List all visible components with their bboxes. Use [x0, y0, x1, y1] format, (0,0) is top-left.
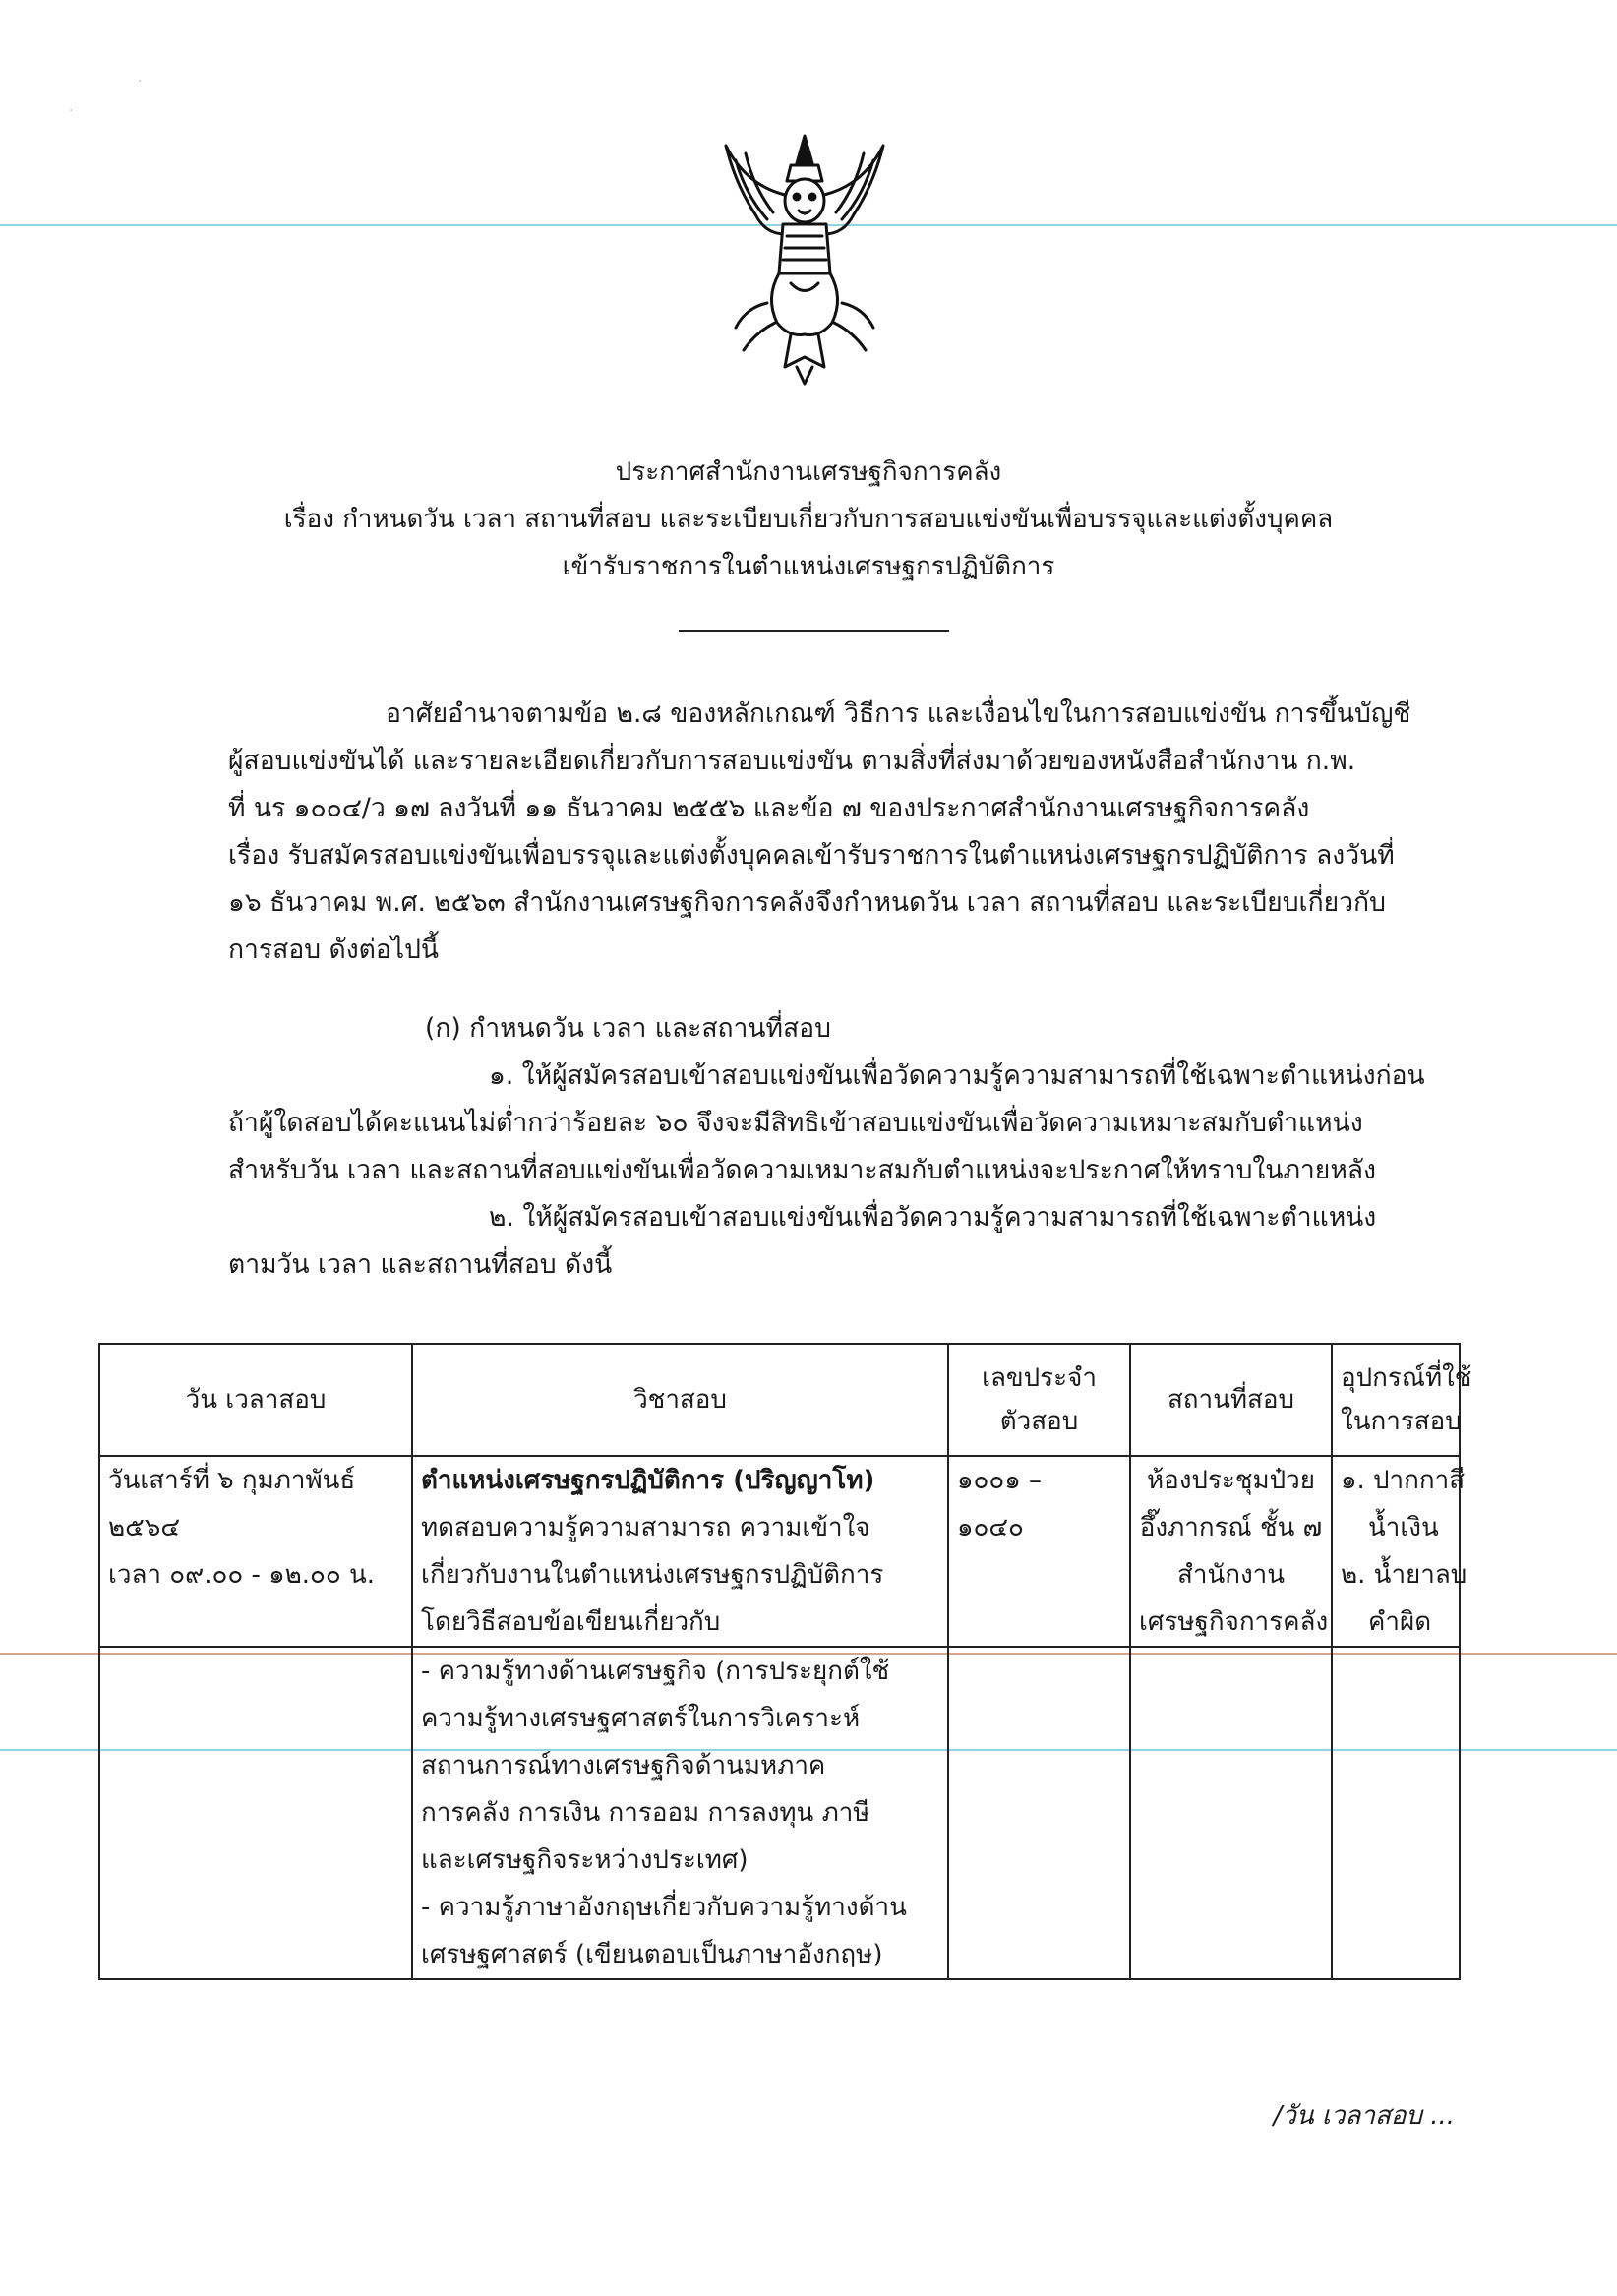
- announcement-subject-cont: เข้ารับราชการในตำแหน่งเศรษฐกรปฏิบัติการ: [562, 552, 1055, 581]
- date-line: ๒๕๖๔: [108, 1513, 180, 1542]
- scan-speck: ·: [138, 74, 143, 90]
- subject-line: ทดสอบความรู้ความสามารถ ความเข้าใจ: [421, 1513, 870, 1542]
- equipment-line: น้ำเงิน: [1368, 1513, 1439, 1542]
- table-row: [99, 1647, 1460, 1979]
- continuation-note: /วัน เวลาสอบ ...: [1273, 2101, 1455, 2131]
- date-line: เวลา ๐๙.๐๐ - ๑๒.๐๐ น.: [108, 1560, 376, 1590]
- cell-equipment: [1332, 1647, 1460, 1979]
- cell-seat-number: [948, 1456, 1130, 1647]
- section-a-heading: (ก) กำหนดวัน เวลา และสถานที่สอบ: [425, 1013, 831, 1044]
- subject-line: - ความรู้ภาษาอังกฤษเกี่ยวกับความรู้ทางด้าน: [421, 1893, 907, 1922]
- cell-venue: [1130, 1647, 1332, 1979]
- garuda-emblem: [706, 126, 903, 392]
- subject-line: และเศรษฐกิจระหว่างประเทศ): [421, 1845, 749, 1875]
- header-seat-line: เลขประจำ: [982, 1363, 1097, 1393]
- table-row: [99, 1456, 1460, 1647]
- exam-schedule-table: [98, 1343, 1472, 1980]
- section-a-item2-line: ตามวัน เวลา และสถานที่สอบ ดังนี้: [228, 1249, 613, 1280]
- cell-date: [99, 1456, 412, 1647]
- announcement-title: ประกาศสำนักงานเศรษฐกิจการคลัง: [615, 457, 1002, 487]
- subject-line: โดยวิธีสอบข้อเขียนเกี่ยวกับ: [421, 1607, 721, 1637]
- header-venue: สถานที่สอบ: [1130, 1344, 1332, 1456]
- title-underline: [679, 630, 949, 632]
- cell-venue: [1130, 1456, 1332, 1647]
- table-header-row: [99, 1344, 1460, 1456]
- header-equipment-line: ในการสอบ: [1341, 1407, 1462, 1436]
- intro-line: ผู้สอบแข่งขันได้ และรายละเอียดเกี่ยวกับการสอบแข่งขัน ตามสิ่งที่ส่งมาด้วยของหนังสือสำนักงาน ก.พ.: [228, 746, 1356, 776]
- scan-speck: ·: [69, 103, 74, 119]
- cell-seat-number: [948, 1647, 1130, 1979]
- cell-date: [99, 1647, 412, 1979]
- header-date: วัน เวลาสอบ: [99, 1344, 412, 1456]
- equipment-line: ๒. น้ำยาลบ: [1341, 1560, 1467, 1590]
- venue-line: อึ๊งภากรณ์ ชั้น ๗: [1139, 1513, 1323, 1542]
- intro-line: การสอบ ดังต่อไปนี้: [228, 935, 440, 965]
- subject-title: ตำแหน่งเศรษฐกรปฏิบัติการ (ปริญญาโท): [421, 1466, 875, 1495]
- seat-line: ๑๐๐๑ –: [957, 1466, 1043, 1495]
- subject-line: การคลัง การเงิน การออม การลงทุน ภาษี: [421, 1798, 870, 1828]
- venue-line: ห้องประชุมป๋วย: [1146, 1466, 1315, 1495]
- intro-line: อาศัยอำนาจตามข้อ ๒.๘ ของหลักเกณฑ์ วิธีการ และเงื่อนไขในการสอบแข่งขัน การขึ้นบัญชี: [386, 698, 1411, 729]
- intro-line: ที่ นร ๑๐๐๔/ว ๑๗ ลงวันที่ ๑๑ ธันวาคม ๒๕๕๖ และข้อ ๗ ของประกาศสำนักงานเศรษฐกิจการคลัง: [228, 793, 1310, 823]
- venue-line: เศรษฐกิจการคลัง: [1139, 1607, 1329, 1637]
- cell-subject: [412, 1647, 948, 1979]
- header-subject: วิชาสอบ: [412, 1344, 948, 1456]
- cell-subject: [412, 1456, 948, 1647]
- subject-line: - ความรู้ทางด้านเศรษฐกิจ (การประยุกต์ใช้: [421, 1657, 890, 1686]
- intro-line: เรื่อง รับสมัครสอบแข่งขันเพื่อบรรจุและแต่งตั้งบุคคลเข้ารับราชการในตำแหน่งเศรษฐกรปฏิบัติการ ลงวันที่: [228, 840, 1395, 871]
- header-seat-line: ตัวสอบ: [999, 1407, 1079, 1436]
- seat-line: ๑๐๔๐: [957, 1513, 1024, 1542]
- announcement-subject: เรื่อง กำหนดวัน เวลา สถานที่สอบ และระเบียบเกี่ยวกับการสอบแข่งขันเพื่อบรรจุและแต่งตั้งบุคคล: [283, 505, 1334, 534]
- subject-line: สถานการณ์ทางเศรษฐกิจด้านมหภาค: [421, 1751, 826, 1781]
- section-a-item1-line: ถ้าผู้ใดสอบได้คะแนนไม่ต่ำกว่าร้อยละ ๖๐ จึงจะมีสิทธิเข้าสอบแข่งขันเพื่อวัดความเหมาะสมกับตำแหน่ง: [228, 1108, 1363, 1138]
- section-a-item2-line: ๒. ให้ผู้สมัครสอบเข้าสอบแข่งขันเพื่อวัดความรู้ความสามารถที่ใช้เฉพาะตำแหน่ง: [489, 1202, 1377, 1233]
- equipment-line: ๑. ปากกาสี: [1341, 1466, 1466, 1495]
- section-a-item1-line: ๑. ให้ผู้สมัครสอบเข้าสอบแข่งขันเพื่อวัดความรู้ความสามารถที่ใช้เฉพาะตำแหน่งก่อน: [489, 1060, 1425, 1091]
- equipment-line: คำผิด: [1368, 1607, 1432, 1637]
- subject-line: เกี่ยวกับงานในตำแหน่งเศรษฐกรปฏิบัติการ: [421, 1560, 884, 1590]
- header-equipment: [1332, 1344, 1472, 1456]
- subject-line: เศรษฐศาสตร์ (เขียนตอบเป็นภาษาอังกฤษ): [421, 1940, 883, 1969]
- date-line: วันเสาร์ที่ ๖ กุมภาพันธ์: [108, 1466, 356, 1495]
- venue-line: สำนักงาน: [1176, 1560, 1286, 1590]
- header-equipment-line: อุปกรณ์ที่ใช้: [1341, 1363, 1472, 1393]
- cell-equipment: [1332, 1456, 1467, 1647]
- section-a-item1-line: สำหรับวัน เวลา และสถานที่สอบแข่งขันเพื่อวัดความเหมาะสมกับตำแหน่งจะประกาศให้ทราบในภายหลัง: [228, 1155, 1376, 1185]
- intro-line: ๑๖ ธันวาคม พ.ศ. ๒๕๖๓ สำนักงานเศรษฐกิจการคลังจึงกำหนดวัน เวลา สถานที่สอบ และระเบียบเกี่ยวกับ: [228, 887, 1386, 918]
- header-seat-number: [948, 1344, 1130, 1456]
- subject-line: ความรู้ทางเศรษฐศาสตร์ในการวิเคราะห์: [421, 1704, 861, 1733]
